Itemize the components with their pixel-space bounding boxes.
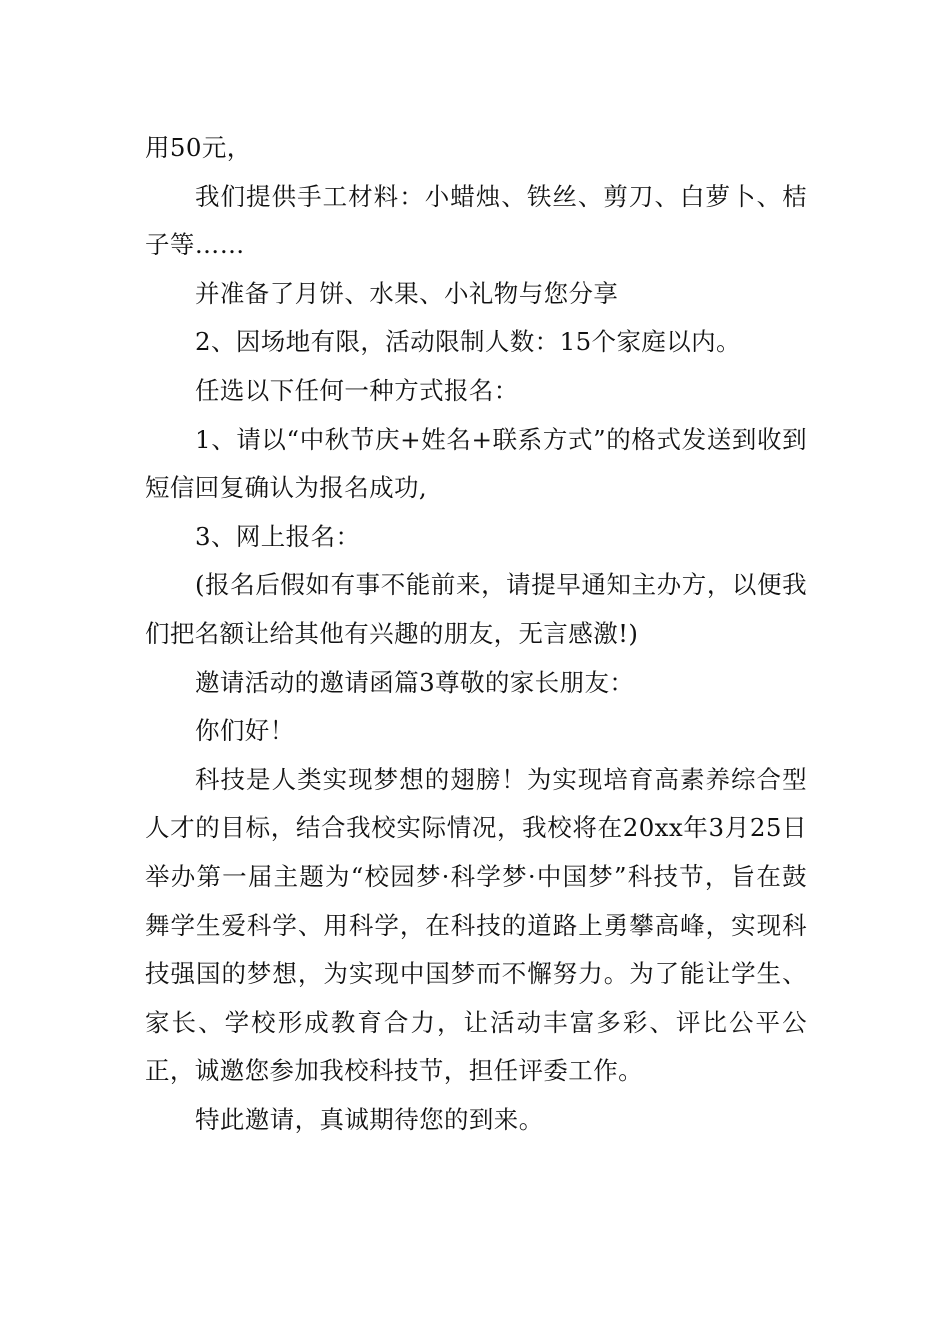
paragraph-4: 2、因场地有限，活动限制人数：15个家庭以内。: [195, 327, 741, 357]
paragraph-12: 特此邀请，真诚期待您的到来。: [195, 1104, 544, 1134]
paragraph-7: 3、网上报名：: [195, 521, 361, 551]
document-page: [145, 124, 807, 1144]
paragraph-5: 任选以下任何一种方式报名：: [195, 375, 519, 405]
paragraph-3: 并准备了月饼、水果、小礼物与您分享: [195, 278, 619, 308]
paragraph-11: 科技是人类实现梦想的翅膀！为实现培育高素养综合型人才的目标，结合我校实际情况，我校将在20xx年3月25日举办第一届主题为“校园梦·科学梦·中国梦”科技节，旨在鼓舞学生爱科学、用科学，在科技的道路上勇攀高峰，实现科技强国的梦想，为实现中国梦而不懈努力。为了能让学生、家长、学校形成教育合力，让活动丰富多彩、评比公平公正，诚邀您参加我校科技节，担任评委工作。: [145, 764, 807, 1086]
paragraph-1: 用50元，: [145, 133, 252, 162]
paragraph-2: 我们提供手工材料：小蜡烛、铁丝、剪刀、白萝卜、桔子等……: [145, 181, 807, 260]
paragraph-10: 你们好！: [195, 716, 295, 746]
paragraph-9: 邀请活动的邀请函篇3尊敬的家长朋友：: [195, 667, 635, 697]
paragraph-8: (报名后假如有事不能前来，请提早通知主办方，以便我们把名额让给其他有兴趣的朋友，无言感激!): [145, 570, 807, 648]
paragraph-6: 1、请以“中秋节庆+姓名+联系方式”的格式发送到收到短信回复确认为报名成功,: [145, 424, 807, 503]
